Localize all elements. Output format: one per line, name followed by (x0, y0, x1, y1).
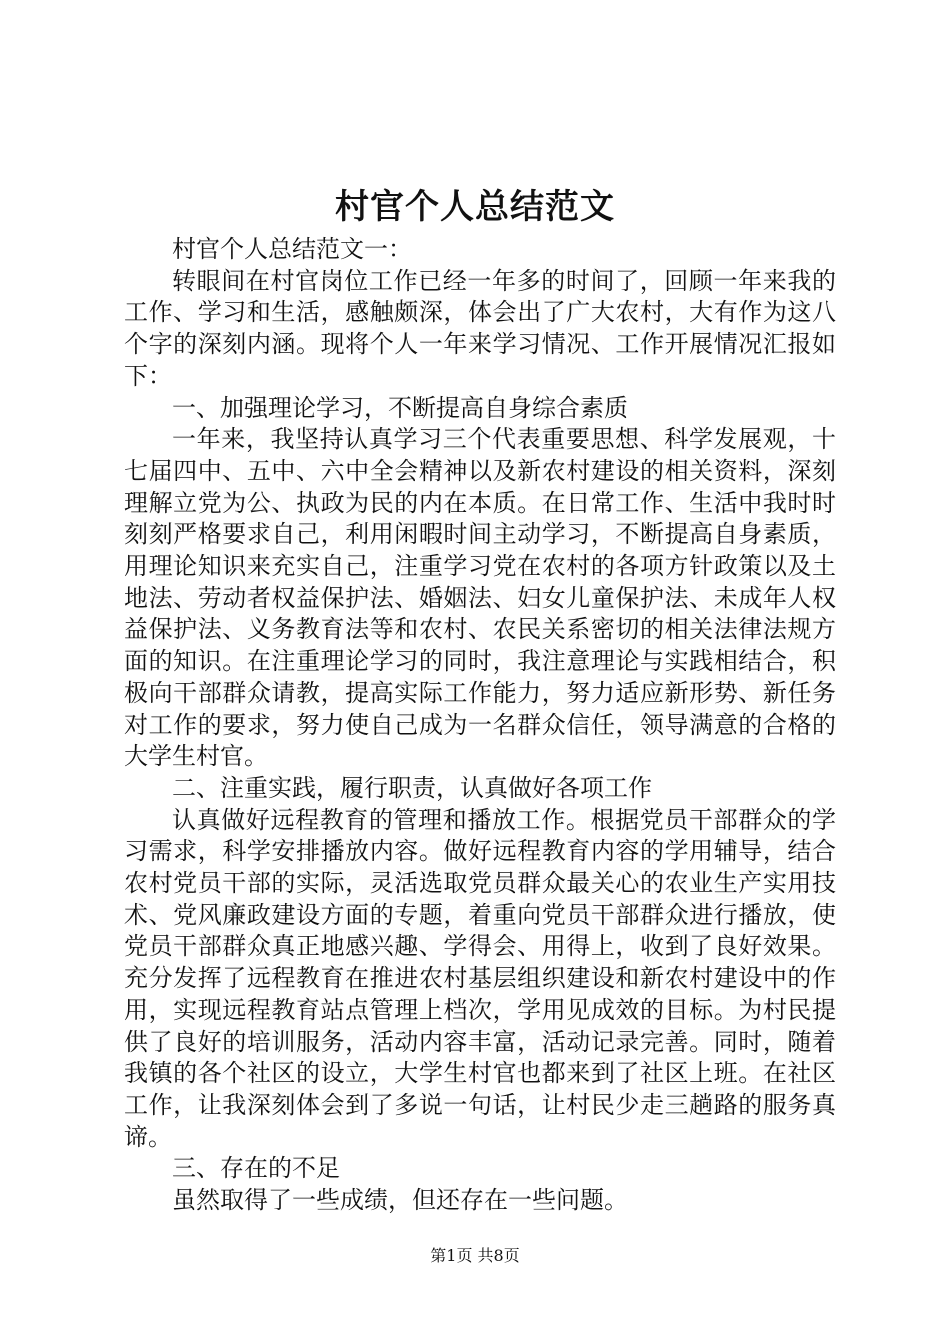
document-body (124, 234, 836, 1217)
section-heading: 二、注重实践，履行职责，认真做好各项工作 (172, 773, 652, 802)
body-paragraph: 村官个人总结范文一： (172, 235, 412, 263)
section-heading: 三、存在的不足 (172, 1154, 340, 1183)
body-paragraph: 一年来，我坚持认真学习三个代表重要思想、科学发展观，十七届四中、五中、六中全会精神以及新农村建设的相关资料，深刻理解立党为公、执政为民的内在本质。在日常工作、生活中我时时刻刻严格要求自己，利用闲暇时间主动学习，不断提高自身素质，用理论知识来充实自己，注重学习党在农村的各项方针政策以及土地法、劳动者权益保护法、婚姻法、妇女儿童保护法、未成年人权益保护法、义务教育法等和农村、农民关系密切的相关法律法规方面的知识。在注重理论学习的同时，我注意理论与实践相结合，积极向干部群众请教，提高实际工作能力，努力适应新形势、新任务对工作的要求，努力使自己成为一名群众信任，领导满意的合格的大学生村官。 (124, 425, 836, 771)
body-paragraph: 转眼间在村官岗位工作已经一年多的时间了，回顾一年来我的工作、学习和生活，感触颇深，体会出了广大农村，大有作为这八个字的深刻内涵。现将个人一年来学习情况、工作开展情况汇报如下： (124, 266, 836, 390)
body-paragraph: 认真做好远程教育的管理和播放工作。根据党员干部群众的学习需求，科学安排播放内容。做好远程教育内容的学用辅导，结合农村党员干部的实际，灵活选取党员群众最关心的农业生产实用技术、党风廉政建设方面的专题，着重向党员干部群众进行播放，使党员干部群众真正地感兴趣、学得会、用得上，收到了良好效果。充分发挥了远程教育在推进农村基层组织建设和新农村建设中的作用，实现远程教育站点管理上档次，学用见成效的目标。为村民提供了良好的培训服务，活动内容丰富，活动记录完善。同时，随着我镇的各个社区的设立，大学生村官也都来到了社区上班。在社区工作，让我深刻体会到了多说一句话，让村民少走三趟路的服务真谛。 (124, 805, 836, 1151)
body-paragraph: 虽然取得了一些成绩，但还存在一些问题。 (172, 1186, 628, 1215)
section-heading: 一、加强理论学习，不断提高自身综合素质 (172, 393, 628, 422)
page-footer: 第1页 共8页 (430, 1246, 520, 1265)
document-title: 村官个人总结范文 (335, 187, 615, 227)
